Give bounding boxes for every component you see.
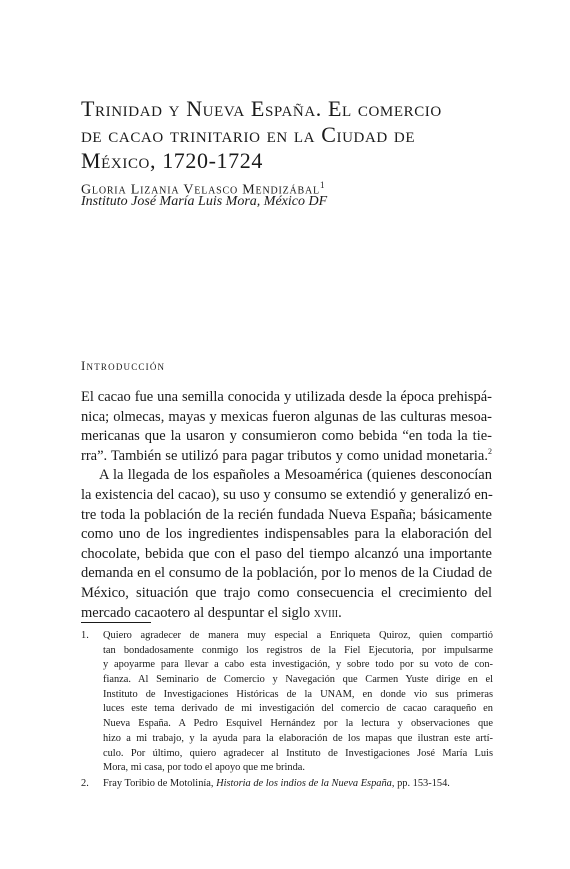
footnote-line: Nueva España. A Pedro Esquivel Hernández por la lectura y observaciones que — [103, 718, 493, 730]
book-title: Historia de los indios de la Nueva España — [216, 777, 392, 789]
footnote-marker-2[interactable]: 2 — [488, 446, 492, 456]
body-line: El cacao fue una semilla conocida y utilizada desde la época prehispá- — [81, 389, 492, 405]
author-name: Gloria Lizania Velasco Mendizábal — [81, 182, 320, 198]
body-line — [81, 604, 492, 624]
footnote-text: Fray Toribio de Motolinía, — [103, 777, 217, 789]
footnote-2 — [81, 777, 493, 792]
section-heading: Introducción — [81, 358, 166, 373]
footnote-line: Mora, mi casa, por todo el apoyo que me brinda. — [103, 762, 305, 774]
footnote-line: luces este tema derivado de mi investigación del comercio de cacao caraqueño en — [103, 703, 493, 715]
footnote-number: 2. — [81, 777, 89, 789]
footnote-line: fianza. Al Seminario de Comercio y Navegación que Carmen Yuste dirige en el — [103, 674, 493, 686]
body-line: chocolate, bebida que con el paso del tiempo alcanzó una importante — [81, 545, 492, 562]
body-line: nica; olmecas, mayas y mexicas fueron algunas de las culturas mesoa- — [81, 408, 492, 425]
body-line: como uno de los ingredientes indispensables para la elaboración del — [81, 526, 492, 543]
article-title — [81, 96, 501, 174]
title-line-3: México, 1720-1724 — [81, 148, 263, 173]
body-line: México, situación que trajo como consecuencia el crecimiento del — [81, 584, 492, 601]
body-line: mericanas que la usaron y consumieron como bebida “en toda la tie- — [81, 428, 492, 445]
body-text — [81, 388, 492, 623]
body-line: A la llegada de los españoles a Mesoamérica (quienes desconocían — [99, 467, 492, 484]
author-note-marker[interactable]: 1 — [319, 180, 326, 190]
body-line: la existencia del cacao), su uso y consumo se extendió y generalizó en- — [81, 486, 493, 503]
title-line-2: de cacao trinitario en la Ciudad de — [81, 122, 416, 147]
body-line-end: . — [338, 604, 342, 621]
footnote-1 — [81, 629, 493, 776]
century-numeral: xviii — [313, 604, 339, 621]
footnote-text-end: , pp. 153-154. — [391, 777, 450, 789]
footnote-line: tan bondadosamente conmigo los registros de la Fiel Ejecutoria, por impulsarme — [103, 644, 493, 656]
footnote-number: 1. — [81, 630, 89, 641]
footnote-divider — [81, 622, 151, 623]
footnote-line: Instituto de Investigaciones Históricas de la UNAM, en donde vio sus primeras — [103, 688, 493, 700]
footnotes — [81, 629, 493, 792]
footnote-line: hizo a mi trabajo, y la ayuda para la elaboración de los mapas que ilustran este artí- — [103, 732, 493, 744]
author-affiliation: Instituto José María Luis Mora, México DF — [81, 194, 328, 209]
footnote-line: Quiero agradecer de manera muy especial a Enriqueta Quiroz, quien compartió — [103, 630, 493, 641]
body-line: tre toda la población de la recién fundada Nueva España; básicamente — [81, 506, 492, 523]
footnote-line — [103, 777, 493, 792]
body-line-text: rra”. También se utilizó para pagar tributos y como unidad monetaria. — [81, 447, 488, 464]
body-line-text: mercado cacaotero al despuntar el siglo — [81, 604, 314, 621]
footnote-line: y apoyarme para llevar a cabo esta investigación, y sobre todo por su voto de con- — [103, 659, 493, 671]
title-line-1: Trinidad y Nueva España. El comercio — [81, 96, 442, 121]
body-line: demanda en el consumo de la población, por lo menos de la Ciudad de — [81, 565, 492, 582]
body-line — [81, 447, 492, 467]
footnote-line: culo. Por último, quiero agradecer al Instituto de Investigaciones José María Luis — [103, 747, 493, 759]
